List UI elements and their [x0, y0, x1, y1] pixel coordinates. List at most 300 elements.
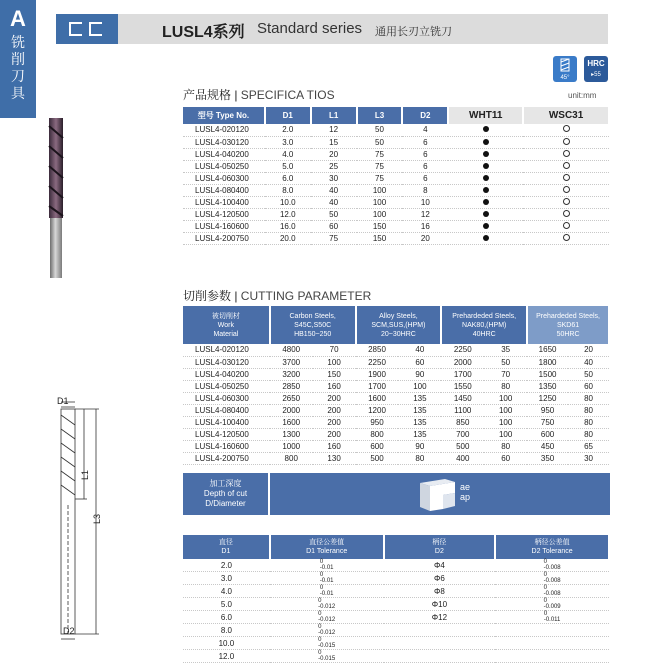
- cutting-cell: 1550: [441, 380, 484, 392]
- d1-tolerance-cell: [270, 650, 384, 663]
- cutting-cell: 500: [356, 452, 399, 464]
- tolerance-lower: -0.011: [543, 617, 561, 623]
- model-cell: LUSL4-080400: [183, 404, 270, 416]
- header-line: S45C,S50C: [294, 321, 332, 329]
- cutting-cell: 100: [398, 380, 441, 392]
- d2-tolerance-cell: [495, 650, 609, 663]
- cutting-cell: 700: [441, 428, 484, 440]
- optional-ring-icon: [563, 210, 570, 217]
- header-line: 50HRC: [556, 330, 580, 338]
- spec-header-cell: 型号 Type No.: [183, 107, 265, 124]
- header-line: 直径公差值: [309, 539, 345, 546]
- cutting-cell: 80: [398, 452, 441, 464]
- spec-cell: [523, 232, 609, 244]
- cutting-cell: 950: [527, 404, 568, 416]
- cutting-cell: 70: [313, 344, 356, 356]
- spec-cell: [448, 160, 523, 172]
- spec-header-cell: L1: [311, 107, 357, 124]
- series-logo-icon: [56, 14, 118, 44]
- spec-cell: 40: [311, 184, 357, 196]
- d1-cell: 5.0: [183, 598, 270, 611]
- section-label-char: 铣: [11, 34, 25, 50]
- table-row: [183, 380, 609, 392]
- cutting-cell: 2850: [270, 380, 313, 392]
- d2-cell: Φ10: [384, 598, 496, 611]
- table-row: [183, 611, 609, 624]
- cutting-cell: 100: [484, 404, 527, 416]
- cutting-cell: 135: [398, 428, 441, 440]
- model-cell: LUSL4-040200: [183, 148, 265, 160]
- model-cell: LUSL4-160600: [183, 440, 270, 452]
- table-row: [183, 232, 609, 244]
- tolerance-upper: 0: [543, 585, 547, 591]
- tolerance-header-cell: [384, 535, 496, 559]
- tolerance-upper: 0: [543, 598, 547, 604]
- model-cell: LUSL4-120500: [183, 208, 265, 220]
- header-line: Work: [217, 321, 234, 329]
- table-row: [183, 196, 609, 208]
- spec-cell: [448, 148, 523, 160]
- hardness-label: HRC: [587, 59, 605, 68]
- cutting-cell: 40: [398, 344, 441, 356]
- depth-label-cn: 加工深度: [209, 479, 242, 488]
- cutting-cell: 200: [313, 416, 356, 428]
- spec-cell: 3.0: [265, 136, 311, 148]
- header-line: SCM,SUS,(HPM): [371, 321, 426, 329]
- tolerance-upper: 0: [543, 572, 547, 578]
- header-line: 柄径公差值: [534, 539, 570, 546]
- cutting-cell: 50: [568, 368, 609, 380]
- table-row: [183, 650, 609, 663]
- header-line: HB150~250: [294, 330, 332, 338]
- header-line: 柄径: [432, 539, 447, 546]
- cutting-cell: 1250: [527, 392, 568, 404]
- d1-cell: 10.0: [183, 637, 270, 650]
- d1-tolerance-cell: [270, 572, 384, 585]
- spec-cell: 50: [357, 124, 403, 136]
- cutting-cell: 1600: [356, 392, 399, 404]
- hardness-value: ▸55: [591, 72, 601, 78]
- cutting-cell: 800: [356, 428, 399, 440]
- spec-cell: 8: [402, 184, 448, 196]
- spec-cell: [523, 160, 609, 172]
- cutting-header-cell: [356, 306, 442, 344]
- spec-cell: 6: [402, 148, 448, 160]
- cutting-cell: 80: [568, 404, 609, 416]
- cutting-cell: 2250: [441, 344, 484, 356]
- d2-cell: [384, 650, 496, 663]
- d2-cell: Φ6: [384, 572, 496, 585]
- tolerance-header-cell: [270, 535, 384, 559]
- ae-ap-labels: [460, 482, 470, 502]
- cutting-cell: 200: [313, 404, 356, 416]
- available-dot-icon: [483, 139, 489, 145]
- cutting-cell: 80: [568, 392, 609, 404]
- cutting-cell: 4800: [270, 344, 313, 356]
- tolerance-lower: -0.012: [318, 604, 336, 610]
- spec-cell: [523, 136, 609, 148]
- available-dot-icon: [483, 163, 489, 169]
- cutting-cell: 800: [270, 452, 313, 464]
- cutting-cell: 70: [484, 368, 527, 380]
- available-dot-icon: [483, 223, 489, 229]
- cutting-cell: 200: [313, 392, 356, 404]
- d1-tolerance-cell: [270, 598, 384, 611]
- table-row: [183, 404, 609, 416]
- cutting-cell: 3200: [270, 368, 313, 380]
- table-row: [183, 148, 609, 160]
- cutting-cell: 100: [313, 356, 356, 368]
- spec-cell: 25: [311, 160, 357, 172]
- spec-cell: 20: [402, 232, 448, 244]
- cutting-cell: 50: [484, 356, 527, 368]
- spec-cell: 50: [357, 136, 403, 148]
- cutting-cell: 1700: [441, 368, 484, 380]
- step-block-icon: [270, 473, 610, 515]
- end-mill-photo: [38, 118, 78, 278]
- optional-ring-icon: [563, 174, 570, 181]
- cutting-cell: 950: [356, 416, 399, 428]
- tolerance-lower: -0.01: [319, 591, 334, 597]
- spec-cell: 6: [402, 172, 448, 184]
- available-dot-icon: [483, 151, 489, 157]
- tolerance-lower: -0.015: [318, 643, 336, 649]
- spec-header-cell: WHT11: [448, 107, 523, 124]
- cutting-cell: 80: [484, 380, 527, 392]
- depth-of-cut-diagram: [270, 473, 610, 515]
- cutting-cell: 100: [484, 392, 527, 404]
- table-row: [183, 440, 609, 452]
- model-cell: LUSL4-030120: [183, 356, 270, 368]
- cutting-cell: 2000: [270, 404, 313, 416]
- spec-cell: 15: [311, 136, 357, 148]
- unit-label: unit:mm: [568, 91, 597, 100]
- header-line: 40HRC: [472, 330, 496, 338]
- optional-ring-icon: [563, 150, 570, 157]
- spec-cell: 8.0: [265, 184, 311, 196]
- model-cell: LUSL4-020120: [183, 344, 270, 356]
- cutting-cell: 60: [484, 452, 527, 464]
- spec-cell: 16.0: [265, 220, 311, 232]
- table-row: [183, 220, 609, 232]
- spec-cell: [523, 172, 609, 184]
- cutting-cell: 135: [398, 392, 441, 404]
- cutting-cell: 135: [398, 404, 441, 416]
- spec-cell: [523, 148, 609, 160]
- cutting-header-cell: [183, 306, 270, 344]
- cutting-cell: 1100: [441, 404, 484, 416]
- header-line: D2: [434, 548, 444, 555]
- header-line: 直径: [218, 539, 233, 546]
- tolerance-upper: 0: [543, 611, 548, 617]
- spec-cell: 12.0: [265, 208, 311, 220]
- spec-cell: 5.0: [265, 160, 311, 172]
- model-cell: LUSL4-120500: [183, 428, 270, 440]
- d2-tolerance-cell: [495, 624, 609, 637]
- tolerance-value: [544, 598, 561, 610]
- spec-cell: 60: [311, 220, 357, 232]
- tolerance-upper: 0: [319, 559, 324, 565]
- header-line: NAK80,(HPM): [462, 321, 507, 329]
- cutting-cell: 2250: [356, 356, 399, 368]
- tolerance-lower: -0.008: [543, 578, 561, 584]
- spec-cell: 75: [311, 232, 357, 244]
- d2-cell: [384, 637, 496, 650]
- cutting-cell: 80: [484, 440, 527, 452]
- table-row: [183, 585, 609, 598]
- model-cell: LUSL4-100400: [183, 196, 265, 208]
- spec-cell: [523, 196, 609, 208]
- cutting-cell: 500: [441, 440, 484, 452]
- spec-cell: 20.0: [265, 232, 311, 244]
- d2-tolerance-cell: [495, 559, 609, 572]
- tolerance-value: [318, 637, 335, 649]
- spec-cell: 16: [402, 220, 448, 232]
- table-row: [183, 136, 609, 148]
- cutting-cell: 750: [527, 416, 568, 428]
- l3-dimension-label: L3: [92, 513, 103, 525]
- model-cell: LUSL4-200750: [183, 452, 270, 464]
- optional-ring-icon: [563, 138, 570, 145]
- available-dot-icon: [483, 235, 489, 241]
- optional-ring-icon: [563, 222, 570, 229]
- header-line: Alloy Steels,: [379, 312, 418, 320]
- spec-cell: 150: [357, 232, 403, 244]
- spec-cell: 4.0: [265, 148, 311, 160]
- table-row: [183, 416, 609, 428]
- d1-tolerance-cell: [270, 559, 384, 572]
- spec-cell: 6: [402, 160, 448, 172]
- cutting-cell: 1800: [527, 356, 568, 368]
- table-row: [183, 160, 609, 172]
- tolerance-lower: -0.015: [318, 656, 336, 662]
- table-row: [183, 344, 609, 356]
- spec-cell: 75: [357, 148, 403, 160]
- d2-cell: Φ12: [384, 611, 496, 624]
- spec-cell: 4: [402, 124, 448, 136]
- table-row: [183, 572, 609, 585]
- tolerance-lower: -0.008: [543, 591, 561, 597]
- cutting-cell: 40: [568, 356, 609, 368]
- header-line: Material: [213, 330, 239, 338]
- d1-cell: 4.0: [183, 585, 270, 598]
- header-line: D1 Tolerance: [306, 548, 348, 555]
- tolerance-value: [320, 559, 334, 571]
- cutting-cell: 1600: [270, 416, 313, 428]
- section-label: [0, 34, 36, 102]
- spec-table: [183, 107, 610, 245]
- model-cell: LUSL4-060300: [183, 172, 265, 184]
- helix-icon: [553, 56, 577, 74]
- model-cell: LUSL4-100400: [183, 416, 270, 428]
- cutting-cell: 35: [484, 344, 527, 356]
- model-cell: LUSL4-040200: [183, 368, 270, 380]
- spec-cell: 10: [402, 196, 448, 208]
- section-label-char: 削: [11, 51, 25, 67]
- spec-title-cn: 产品规格 |: [183, 88, 241, 102]
- spec-cell: 2.0: [265, 124, 311, 136]
- cutting-cell: 90: [398, 440, 441, 452]
- cutting-cell: 90: [398, 368, 441, 380]
- tolerance-lower: -0.01: [319, 578, 334, 584]
- section-label-char: 具: [11, 85, 25, 101]
- helix-angle-badge: [553, 56, 577, 82]
- cutting-cell: 100: [484, 428, 527, 440]
- available-dot-icon: [483, 126, 489, 132]
- tolerance-header-cell: [495, 535, 609, 559]
- header-line: Carbon Steels,: [289, 312, 336, 320]
- cutting-cell: 1700: [356, 380, 399, 392]
- model-cell: LUSL4-060300: [183, 392, 270, 404]
- header-line: 20~30HRC: [381, 330, 416, 338]
- cutting-cell: 60: [568, 380, 609, 392]
- series-subtitle-cn: 通用长刃立铣刀: [375, 26, 452, 38]
- header-line: SKD61: [556, 321, 580, 329]
- table-row: [183, 637, 609, 650]
- cutting-cell: 1000: [270, 440, 313, 452]
- tolerance-lower: -0.008: [543, 565, 561, 571]
- spec-cell: 20: [311, 148, 357, 160]
- tolerance-lower: -0.012: [318, 630, 336, 636]
- spec-cell: [448, 220, 523, 232]
- cutting-cell: 450: [527, 440, 568, 452]
- cutting-cell: 60: [398, 356, 441, 368]
- depth-label-en: Depth of cut: [203, 489, 248, 498]
- spec-cell: [448, 232, 523, 244]
- optional-ring-icon: [563, 234, 570, 241]
- spec-cell: 75: [357, 160, 403, 172]
- cutting-cell: 2000: [441, 356, 484, 368]
- cutting-cell: 1500: [527, 368, 568, 380]
- spec-cell: [448, 172, 523, 184]
- header-line: Prehardeded Steels,: [536, 312, 600, 320]
- header-line: D2 Tolerance: [531, 548, 573, 555]
- tolerance-upper: 0: [318, 624, 322, 630]
- available-dot-icon: [483, 187, 489, 193]
- table-row: [183, 624, 609, 637]
- cutting-cell: 2650: [270, 392, 313, 404]
- cutting-cell: 1200: [356, 404, 399, 416]
- hardness-badge: [584, 56, 608, 82]
- spec-cell: 100: [357, 184, 403, 196]
- spec-header-cell: L3: [357, 107, 403, 124]
- cutting-cell: 150: [313, 368, 356, 380]
- spec-cell: [448, 184, 523, 196]
- d1-cell: 3.0: [183, 572, 270, 585]
- spec-cell: 12: [402, 208, 448, 220]
- cutting-cell: 1450: [441, 392, 484, 404]
- tolerance-value: [320, 572, 334, 584]
- optional-ring-icon: [563, 125, 570, 132]
- d2-dimension-label: D2: [63, 626, 75, 636]
- spec-cell: 40: [311, 196, 357, 208]
- cutting-header-cell: [441, 306, 527, 344]
- cutting-cell: 80: [568, 416, 609, 428]
- spec-cell: [523, 208, 609, 220]
- d2-tolerance-cell: [495, 611, 609, 624]
- spec-header-cell: D1: [265, 107, 311, 124]
- optional-ring-icon: [563, 198, 570, 205]
- tolerance-value: [544, 585, 561, 597]
- section-label-char: 刀: [11, 68, 25, 84]
- available-dot-icon: [483, 211, 489, 217]
- table-row: [183, 124, 609, 136]
- spec-cell: 6.0: [265, 172, 311, 184]
- ae-label: ae: [460, 482, 471, 492]
- cutting-cell: 3700: [270, 356, 313, 368]
- section-tab: [0, 0, 36, 118]
- tolerance-upper: 0: [318, 650, 322, 656]
- tolerance-value: [320, 585, 334, 597]
- optional-ring-icon: [563, 162, 570, 169]
- d2-tolerance-cell: [495, 585, 609, 598]
- d2-tolerance-cell: [495, 598, 609, 611]
- ap-label: ap: [460, 492, 471, 502]
- spec-cell: [523, 184, 609, 196]
- cutting-cell: 135: [398, 416, 441, 428]
- table-row: [183, 208, 609, 220]
- cutting-cell: 400: [441, 452, 484, 464]
- cutting-header-cell: [527, 306, 609, 344]
- cutting-cell: 600: [527, 428, 568, 440]
- table-row: [183, 184, 609, 196]
- cutting-cell: 1650: [527, 344, 568, 356]
- tolerance-lower: -0.01: [319, 565, 334, 571]
- tolerance-value: [318, 650, 335, 662]
- model-cell: LUSL4-020120: [183, 124, 265, 136]
- spec-cell: [448, 124, 523, 136]
- tolerance-table: [183, 535, 610, 663]
- spec-cell: 30: [311, 172, 357, 184]
- available-dot-icon: [483, 175, 489, 181]
- cutting-cell: 850: [441, 416, 484, 428]
- spec-title-en: SPECIFICA TIOS: [240, 88, 335, 102]
- cutting-cell: 600: [356, 440, 399, 452]
- tolerance-upper: 0: [319, 572, 324, 578]
- spec-cell: 6: [402, 136, 448, 148]
- d1-tolerance-cell: [270, 624, 384, 637]
- cutting-section-title: [183, 287, 371, 304]
- tolerance-value: [544, 572, 561, 584]
- spec-section-title: [183, 86, 335, 103]
- table-row: [183, 172, 609, 184]
- d2-cell: [384, 624, 496, 637]
- tolerance-value: [544, 559, 561, 571]
- d1-tolerance-cell: [270, 611, 384, 624]
- table-row: [183, 559, 609, 572]
- d1-cell: 12.0: [183, 650, 270, 663]
- cutting-cell: 200: [313, 428, 356, 440]
- d2-tolerance-cell: [495, 637, 609, 650]
- cutting-cell: 160: [313, 440, 356, 452]
- d1-dimension-label: D1: [57, 396, 69, 406]
- model-cell: LUSL4-160600: [183, 220, 265, 232]
- cutting-cell: 20: [568, 344, 609, 356]
- depth-label-unit: D/Diameter: [205, 499, 246, 508]
- tolerance-value: [318, 598, 335, 610]
- spec-cell: 10.0: [265, 196, 311, 208]
- tolerance-upper: 0: [318, 611, 322, 617]
- cutting-header-cell: [270, 306, 356, 344]
- d2-cell: Φ4: [384, 559, 496, 572]
- tolerance-value: [544, 611, 561, 623]
- spec-cell: 75: [357, 172, 403, 184]
- table-row: [183, 428, 609, 440]
- optional-ring-icon: [563, 186, 570, 193]
- section-letter: A: [10, 6, 26, 31]
- series-subtitle: Standard series: [257, 20, 363, 37]
- table-row: [183, 392, 609, 404]
